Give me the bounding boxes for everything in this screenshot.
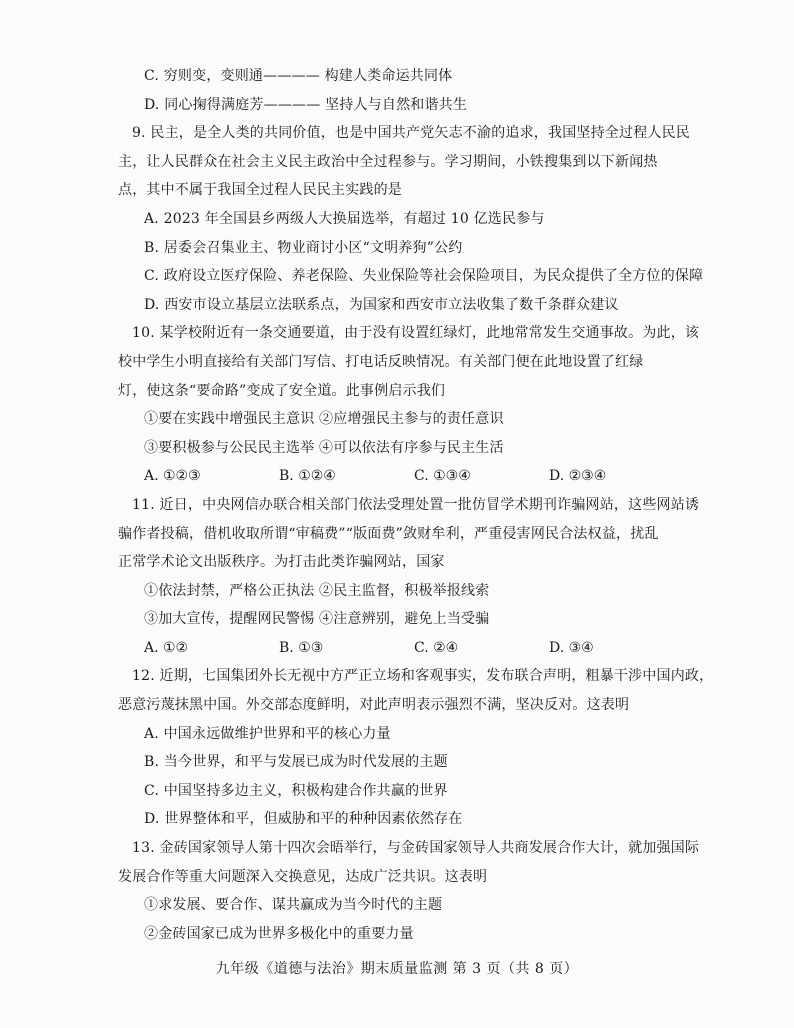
q9-stem-line: 主，让人民群众在社会主义民主政治中全过程参与。学习期间，小铁搜集到以下新闻热 <box>118 153 658 170</box>
q10-stem-line: 10. 某学校附近有一条交通要道，由于没有设置红绿灯，此地常常发生交通事故。为此，该 <box>132 325 700 342</box>
question-8-tail <box>118 62 718 119</box>
q11-choice-d: D. ③④ <box>549 639 594 656</box>
q13-statement: ②金砖国家已成为世界多极化中的重要力量 <box>144 925 414 942</box>
q9-option-c: C. 政府设立医疗保险、养老保险、失业保险等社会保险项目，为民众提供了全方位的保障 <box>144 268 704 285</box>
q13-statement: ①求发展、要合作、谋共赢成为当今时代的主题 <box>144 897 443 914</box>
q9-option-d: D. 西安市设立基层立法联系点，为国家和西安市立法收集了数千条群众建议 <box>144 296 619 313</box>
q11-choice-a: A. ①② <box>144 639 189 656</box>
q10-choice-d: D. ②③④ <box>549 468 607 485</box>
q10-choice-b: B. ①②④ <box>279 468 336 485</box>
q10-stem-line: 灯，使这条“要命路”变成了安全道。此事例启示我们 <box>118 382 446 399</box>
question-10 <box>118 319 718 491</box>
q10-choices <box>118 462 718 491</box>
q8-option-c: C. 穷则变，变则通———— 构建人类命运共同体 <box>144 68 453 84</box>
q11-stem-line: 11. 近日，中央网信办联合相关部门依法受理处置一批仿冒学术期刊诈骗网站，这些网站诱 <box>132 496 700 513</box>
question-13 <box>118 834 718 948</box>
q10-statement: ③要积极参与公民民主选举 ④可以依法有序参与民主生活 <box>144 439 504 456</box>
question-11 <box>118 491 718 663</box>
page-footer: 九年级《道德与法治》期末质量监测 第 3 页（共 8 页） <box>215 961 579 977</box>
q12-option-c: C. 中国坚持多边主义，积极构建合作共赢的世界 <box>144 782 448 799</box>
q9-stem-line: 点，其中不属于我国全过程人民民主实践的是 <box>118 182 402 199</box>
q9-option-b: B. 居委会召集业主、物业商讨小区“文明养狗”公约 <box>144 239 463 256</box>
q12-stem-line: 12. 近期，七国集团外长无视中方严正立场和客观事实，发布联合声明，粗暴干涉中国内政， <box>132 668 714 685</box>
q10-choice-a: A. ①②③ <box>144 468 201 485</box>
q13-stem-line: 13. 金砖国家领导人第十四次会晤举行，与金砖国家领导人共商发展合作大计，就加强国际 <box>132 840 700 857</box>
question-12 <box>118 662 718 834</box>
q10-statement: ①要在实践中增强民主意识 ②应增强民主参与的责任意识 <box>144 411 504 428</box>
q11-statement: ③加大宣传，提醒网民警惕 ④注意辨别，避免上当受骗 <box>144 611 490 628</box>
q11-choices <box>118 634 718 663</box>
q9-stem-line: 9. 民主，是全人类的共同价值，也是中国共产党矢志不渝的追求，我国坚持全过程人民民 <box>132 125 691 142</box>
q12-option-b: B. 当今世界，和平与发展已成为时代发展的主题 <box>144 754 448 771</box>
q12-stem-line: 恶意污蔑抹黑中国。外交部态度鲜明，对此声明表示强烈不满，坚决反对。这表明 <box>118 697 630 714</box>
question-9 <box>118 119 718 319</box>
page-content <box>118 62 718 948</box>
q11-choice-b: B. ①③ <box>279 639 324 656</box>
q12-option-a: A. 中国永远做维护世界和平的核心力量 <box>144 725 391 742</box>
q12-option-d: D. 世界整体和平，但威胁和平的种种因素依然存在 <box>144 811 463 828</box>
q8-option-d: D. 同心掬得满庭芳———— 坚持人与自然和谐共生 <box>144 96 468 113</box>
q9-option-a: A. 2023 年全国县乡两级人大换届选举，有超过 10 亿选民参与 <box>144 210 545 227</box>
q10-choice-c: C. ①③④ <box>414 468 471 485</box>
q11-stem-line: 正常学术论文出版秩序。为打击此类诈骗网站，国家 <box>118 554 445 571</box>
q11-statement: ①依法封禁，严格公正执法 ②民主监督，积极举报线索 <box>144 582 490 599</box>
q11-stem-line: 骗作者投稿，借机收取所谓“审稿费”“版面费”敛财牟利，严重侵害网民合法权益，扰乱 <box>118 525 659 542</box>
q11-choice-c: C. ②④ <box>414 639 459 656</box>
q10-stem-line: 校中学生小明直接给有关部门写信、打电话反映情况。有关部门便在此地设置了红绿 <box>118 353 644 370</box>
q13-stem-line: 发展合作等重大问题深入交换意见，达成广泛共识。这表明 <box>118 868 488 885</box>
